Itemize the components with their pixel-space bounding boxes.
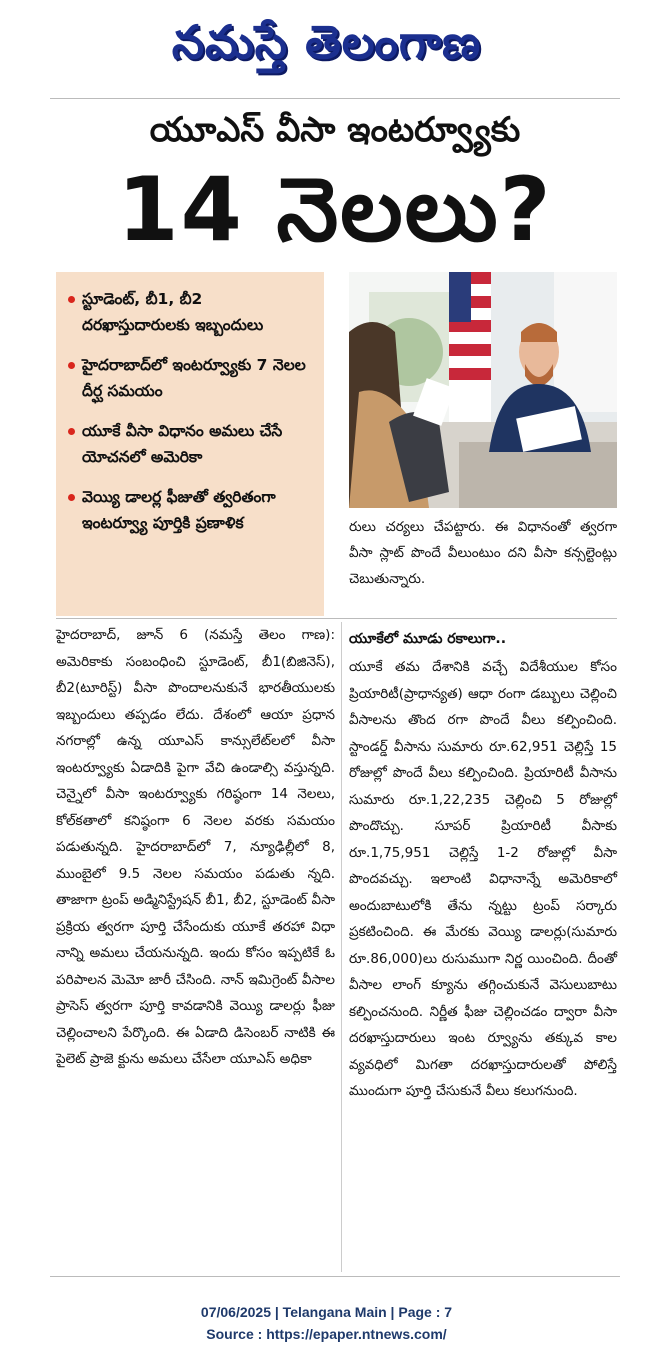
footer-dateline: 07/06/2025 | Telangana Main | Page : 7 [200, 1304, 453, 1320]
section-rule [56, 618, 617, 619]
bullet-icon [68, 362, 75, 369]
top-rule [50, 98, 620, 99]
photo-caption-text: రులు చర్యలు చేపట్టారు. ఈ విధానంతో త్వరగా వీసా స్లాట్ పొందే వీలుంటుం దని వీసా కన్సల్టెంట్లు చెబుతున్నారు. [349, 519, 617, 587]
news-photo [349, 272, 617, 508]
headline-kicker: యూఎస్ వీసా ఇంటర్వ్యూకు [149, 110, 521, 150]
article-column-left: హైదరాబాద్, జూన్ 6 (నమస్తే తెలం గాణ): అమెరికాకు సంబంధించి స్టూడెంట్, బీ1(బిజినెస్), బీ2(టూరిస్ట్) వీసా పొందాలనుకునే భారతీయులకు ఇబ్బందులు తప్పడం లేదు. దేశంలో ఆయా ప్రధాన నగరాల్లో ఉన్న యూఎస్ కాన్సులేట్‌లలో వీసా ఇంటర్వ్యూకు ఏడాదికి పైగా వేచి ఉండాల్సి వస్తున్నది. చెన్నైలో వీసా ఇంటర్వ్యూకు గరిష్ఠంగా 14 నెలలు, కోల్‌కతాలో కనిష్ఠంగా 6 నెలల వరకు సమయం పడుతున్నది. హైదరాబాద్‌లో 7, న్యూఢిల్లీలో 8, ముంబైలో 9.5 నెలల సమయం పడుతు న్నది. తాజాగా ట్రంప్ అడ్మినిస్ట్రేషన్ బీ1, బీ2, స్టూడెంట్ వీసా ప్రక్రియ త్వరగా పూర్తి చేసేందుకు యూకే తరహా విధా నాన్ని అమలు చేయనున్నది. ఇందు కోసం ఇప్పటికే ఓ పరిపాలన మెమో జారీ చేసింది. నాన్ ఇమిగ్రెంట్ వీసాల ప్రాసెస్ త్వరగా పూర్తి కావడానికి వెయ్యి డాలర్లు ఫీజు చెల్లించాలని పేర్కొంది. ఈ ఏడాది డిసెంబర్ నాటికి ఈ పైలెట్ ప్రాజె క్టును అమలు చేసేలా యూఎస్ అధికా [56, 627, 335, 1067]
bullet-icon [68, 494, 75, 501]
bullet-icon [68, 296, 75, 303]
masthead [0, 0, 653, 96]
visa-interview-photo [349, 272, 617, 508]
highlight-item: స్టూడెంట్, బీ1, బీ2 దరఖాస్తుదారులకు ఇబ్బందులు [68, 286, 314, 338]
article-subhead: యూకేలో మూడు రకాలుగా.. [349, 631, 507, 647]
bottom-rule [50, 1276, 620, 1277]
masthead-logo: నమస్తే తెలంగాణ [171, 15, 482, 69]
article-body-right: యూకే తమ దేశానికి వచ్చే విదేశీయుల కోసం ప్రియారిటీ(ప్రాధాన్యత) ఆధా రంగా డబ్బులు చెల్లించి వీసాలను తొంద రగా పొందే వీలు కల్పించింది. స్టాండర్డ్ వీసాను సుమారు రూ.62,951 చెల్లిస్తే 15 రోజుల్లో పొందే వీలు కల్పించింది. ప్రియారిటీ వీసాను సుమారు రూ.1,22,235 చెల్లించి 5 రోజుల్లో పొందొచ్చు. సూపర్ ప్రియారిటీ వీసాకు రూ.1,75,951 చెల్లిస్తే 1-2 రోజుల్లో వీసా పొందవచ్చు. ఇలాంటి విధానాన్నే అమెరికాలో అందుబాటులోకి తేను న్నట్టు ట్రంప్ సర్కారు ప్రకటించింది. ఈ మేరకు వెయ్యి డాలర్లు(సుమారు రూ.86,000)లు రుసుముగా నిర్ణ యించింది. దీంతో వీసాల లాంగ్ క్యూను తగ్గించుకునే వెసులుబాటు కల్పించనుంది. నిర్ణీత ఫీజు చెల్లించడం ద్వారా వీసా దరఖాస్తుదారులు ఇంట ర్వ్యూను తక్కువ కాల వ్యవధిలో మిగతా దరఖాస్తుదారులతో పోలిస్తే ముందుగా పూర్తి చేసుకునే వీలు కలుగనుంది. [349, 659, 617, 1099]
highlight-item: యూకే వీసా విధానం అమలు చేసే యోచనలో అమెరికా [68, 418, 314, 470]
article-column-right [349, 628, 617, 1105]
footer-source: Source : https://epaper.ntnews.com/ [206, 1326, 447, 1342]
highlight-item: వెయ్యి డాలర్ల ఫీజుతో త్వరితంగా ఇంటర్వ్యూ పూర్తికి ప్రణాళిక [68, 484, 314, 536]
highlights-box [56, 272, 324, 616]
highlight-item: హైదరాబాద్‌లో ఇంటర్వ్యూకు 7 నెలల దీర్ఘ సమయం [68, 352, 314, 404]
bullet-icon [68, 428, 75, 435]
column-divider [341, 622, 342, 1272]
headline-main: 14 నెలలు? [117, 158, 553, 261]
